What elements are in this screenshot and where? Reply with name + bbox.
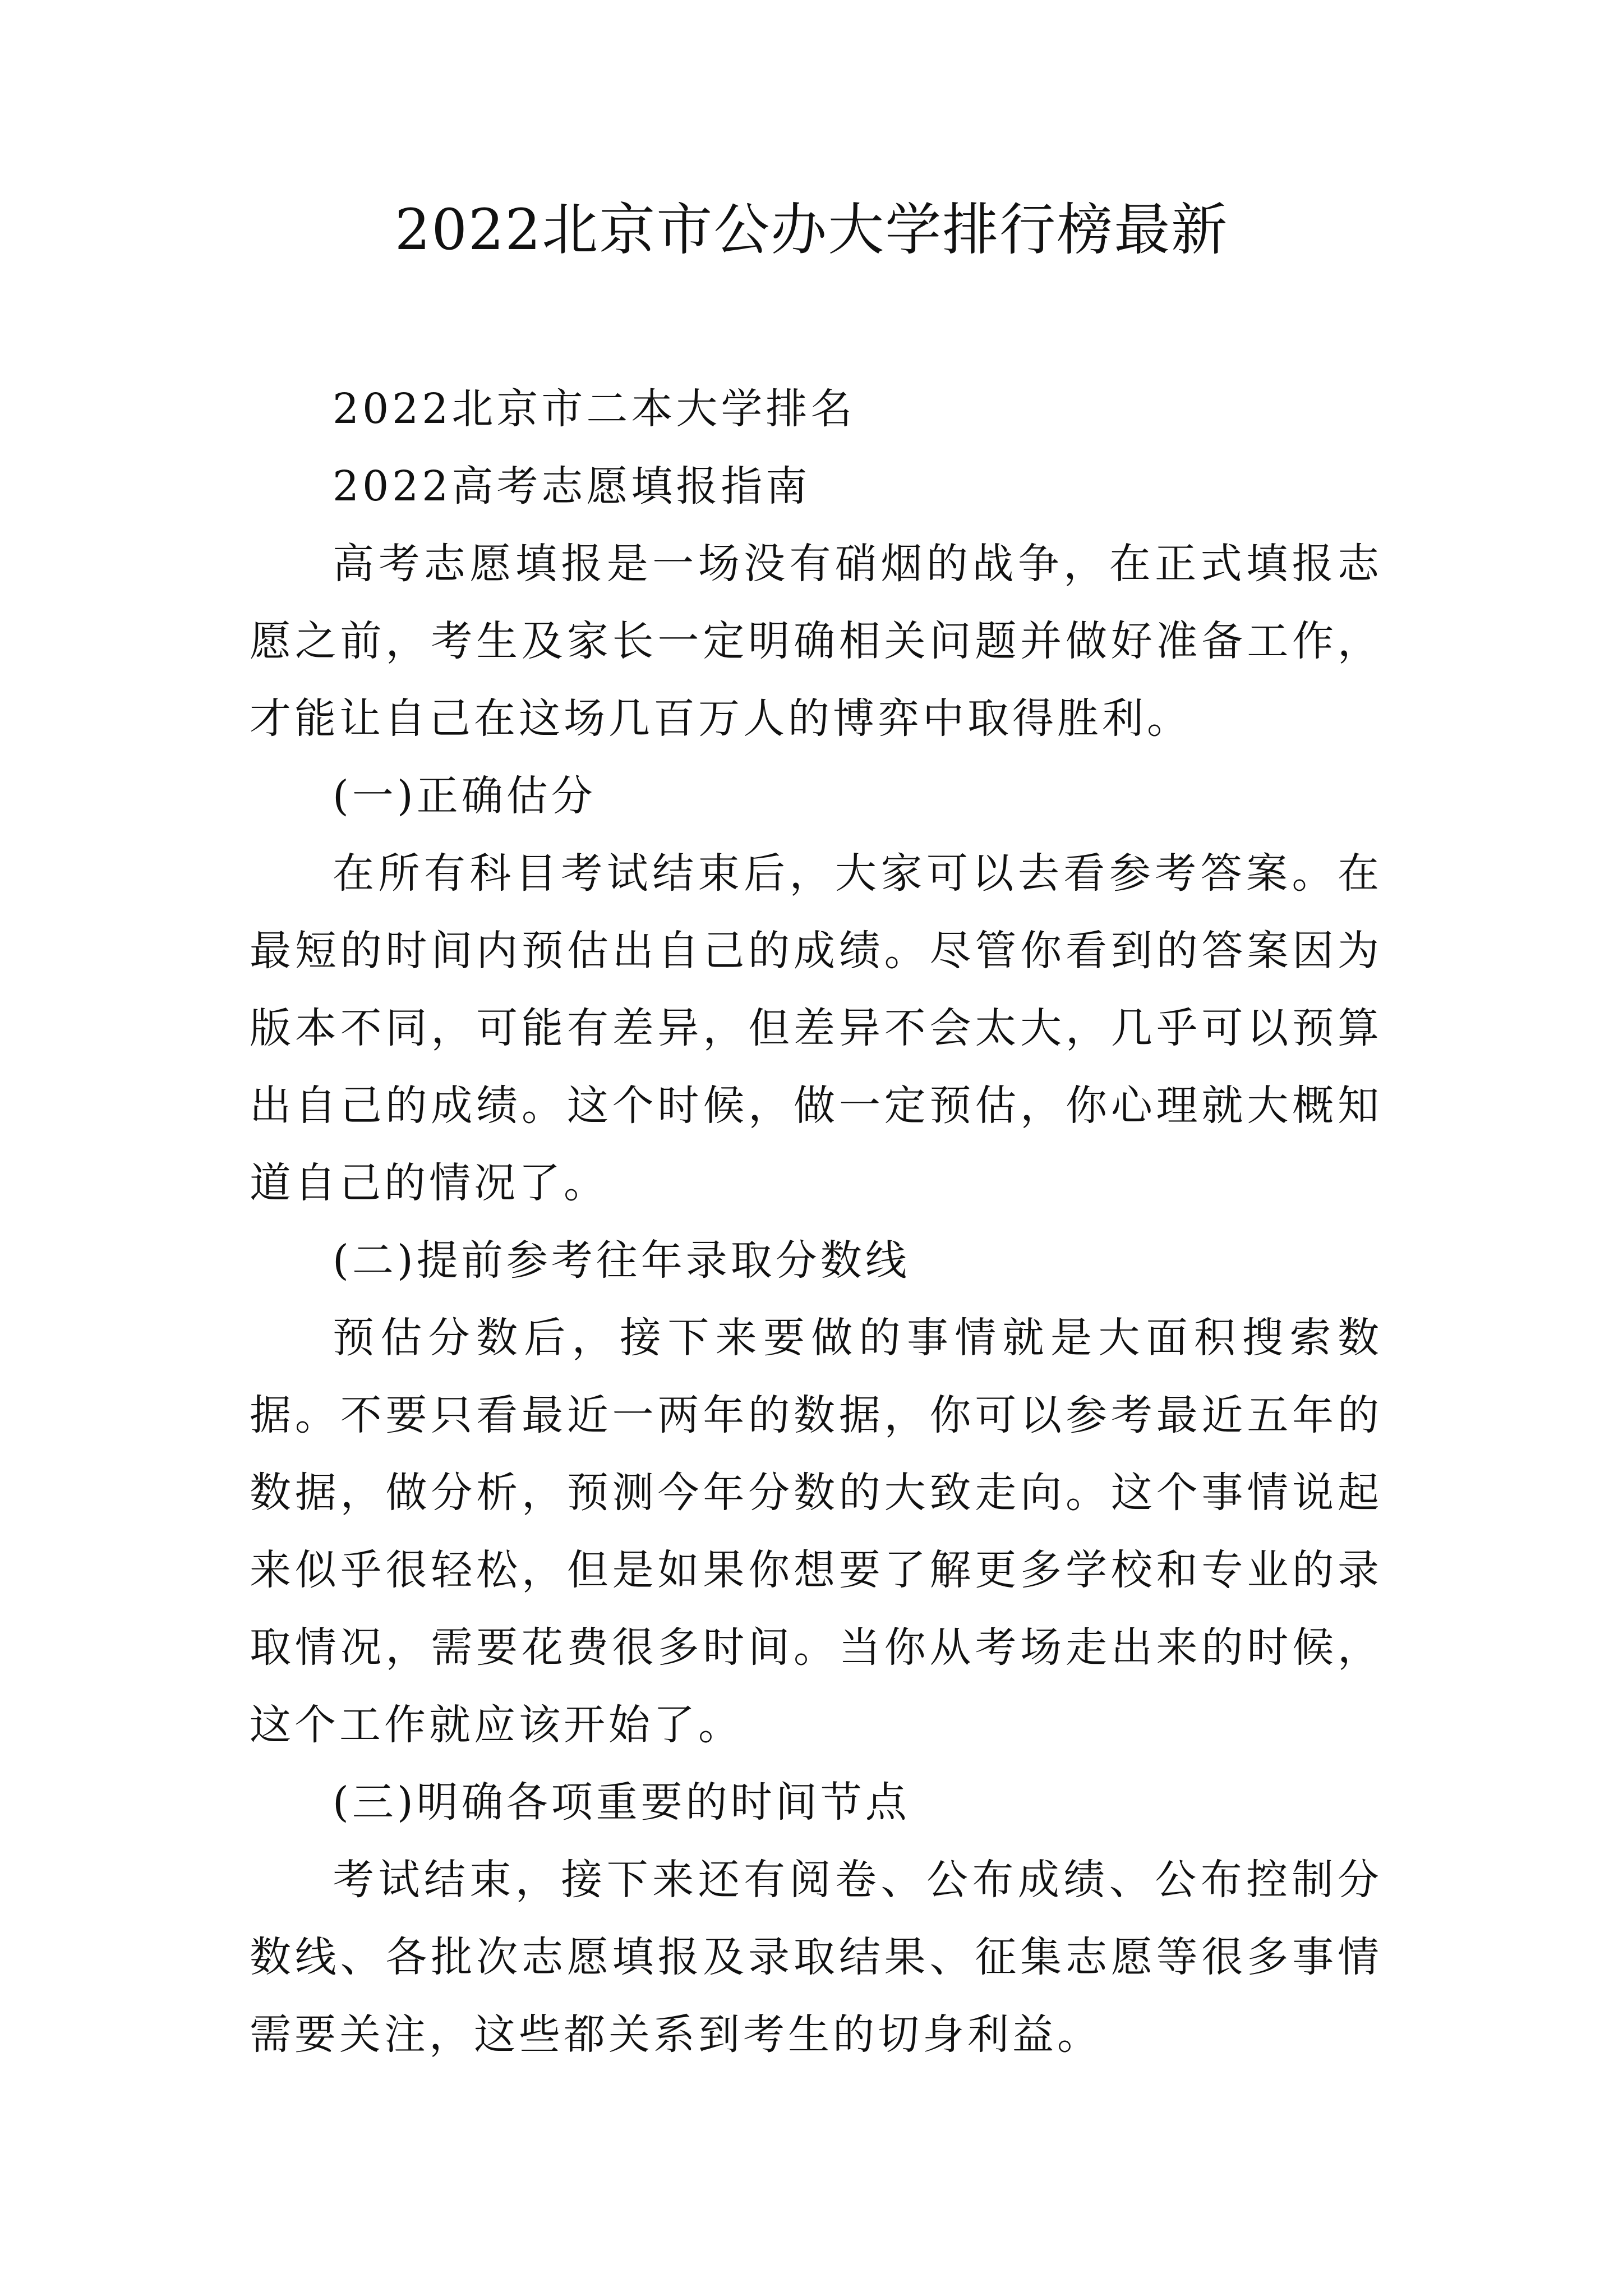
paragraph-reference-cutoff: 预估分数后，接下来要做的事情就是大面积搜索数据。不要只看最近一两年的数据，你可以参考最近五年的数据，做分析，预测今年分数的大致走向。这个事情说起来似乎很轻松，但是如果你想要了解更多学校和专业的录取情况，需要花费很多时间。当你从考场走出来的时候，这个工作就应该开始了。 <box>250 1314 1382 1749</box>
page-title: 2022北京市公办大学排行榜最新 <box>394 197 1229 263</box>
paragraph-intro: 高考志愿填报是一场没有硝烟的战争，在正式填报志愿之前，考生及家长一定明确相关问题并做好准备工作，才能让自己在这场几百万人的博弈中取得胜利。 <box>250 540 1382 743</box>
paragraph-time-nodes: 考试结束，接下来还有阅卷、公布成绩、公布控制分数线、各批次志愿填报及录取结果、征集志愿等很多事情需要关注，这些都关系到考生的切身利益。 <box>250 1856 1382 2059</box>
section-heading-estimate-score: (一)正确估分 <box>333 772 596 820</box>
paragraph-estimate-score: 在所有科目考试结束后，大家可以去看参考答案。在最短的时间内预估出自己的成绩。尽管你看到的答案因为版本不同，可能有差异，但差异不会太大，几乎可以预算出自己的成绩。这个时候，做一定预估，你心理就大概知道自己的情况了。 <box>250 849 1382 1207</box>
paragraph-subtitle-guide: 2022高考志愿填报指南 <box>333 462 811 510</box>
section-heading-reference-cutoff: (二)提前参考往年录取分数线 <box>333 1236 910 1285</box>
paragraph-subtitle-ranking: 2022北京市二本大学排名 <box>333 385 856 433</box>
section-heading-time-nodes: (三)明确各项重要的时间节点 <box>333 1778 910 1826</box>
document-body <box>250 370 1382 2073</box>
